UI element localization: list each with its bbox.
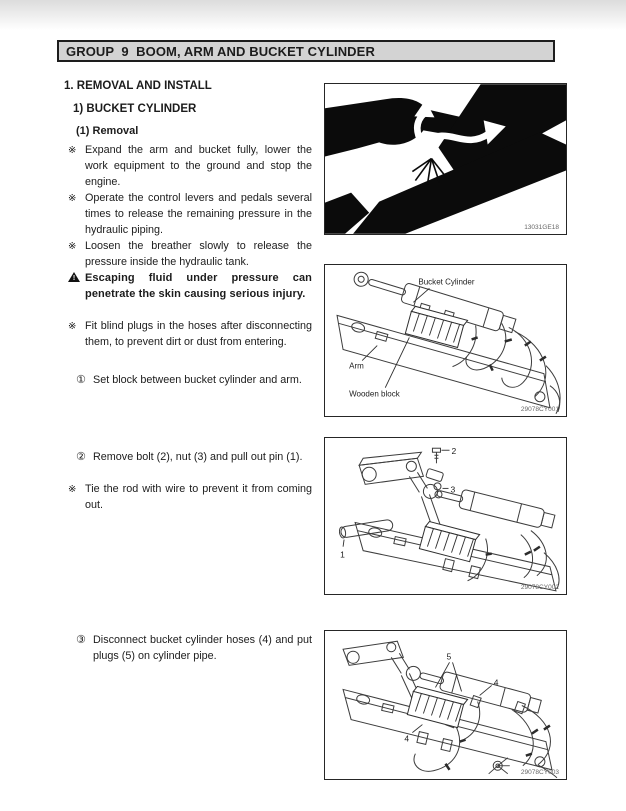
- step-text: Disconnect bucket cylinder hoses (4) and put plugs (5) on cylinder pipe.: [93, 634, 312, 662]
- note-text: Loosen the breather slowly to release the pressure inside the hydraulic tank.: [85, 240, 312, 268]
- group-header-title: GROUP 9 BOOM, ARM AND BUCKET CYLINDER: [66, 43, 375, 59]
- step-3-disconnect-hoses: [68, 632, 312, 664]
- label-arm: Arm: [349, 361, 364, 371]
- note-expand: [68, 142, 312, 190]
- callout-1-pin: 1: [340, 549, 345, 560]
- figure-code: 29078CY002: [520, 583, 559, 591]
- fig1-safety-illustration: [325, 84, 566, 234]
- step-2-remove-bolt: [68, 449, 312, 465]
- label-bucket-cylinder: Bucket Cylinder: [418, 277, 475, 287]
- step-text: Remove bolt (2), nut (3) and pull out pin (1).: [93, 451, 303, 463]
- removal-heading: (1) Removal: [76, 125, 139, 137]
- note-tie-rod: [68, 481, 312, 513]
- step-number-icon: ①: [76, 374, 86, 386]
- label-wooden-block: Wooden block: [349, 389, 400, 399]
- group-header-bar: [57, 40, 555, 62]
- note-mark-icon: ※: [68, 484, 77, 495]
- hand-silhouette-shapes: [325, 84, 566, 234]
- note-fit-plugs: [68, 318, 312, 350]
- figure-code: 29078CY003: [520, 768, 559, 776]
- fig2-illustration: [325, 265, 566, 416]
- arm-and-cylinder-linework: [339, 448, 559, 591]
- note-loosen: [68, 238, 312, 270]
- hose-bands: [446, 726, 550, 770]
- step-1-set-block: [68, 372, 312, 388]
- step-number-icon: ②: [76, 451, 86, 463]
- note-text: Tie the rod with wire to prevent it from coming out.: [85, 483, 312, 511]
- scan-edge-shadow: [0, 0, 626, 30]
- step-number-icon: ③: [76, 634, 86, 646]
- warning-triangle-icon: !: [68, 271, 80, 282]
- note-text: Fit blind plugs in the hoses after disconnecting them, to prevent dirt or dust from entering.: [85, 320, 312, 348]
- note-text: Expand the arm and bucket fully, lower the work equipment to the ground and stop the engine.: [85, 144, 312, 188]
- callout-2-bolt: 2: [451, 446, 457, 457]
- figure-escaping-fluid-warning: [324, 83, 567, 235]
- subsection-title: 1) BUCKET CYLINDER: [73, 103, 197, 115]
- section-title: 1. REMOVAL AND INSTALL: [64, 80, 212, 92]
- fig4-illustration: [325, 631, 566, 779]
- callout-3-nut: 3: [450, 484, 456, 495]
- figure-code: 13031GE18: [524, 223, 559, 231]
- note-text: Operate the control levers and pedals several times to release the remaining pressure in the hydraulic piping.: [85, 192, 312, 236]
- valve-tick-lines: [489, 758, 510, 774]
- wooden-block-shape: [407, 686, 467, 727]
- callout-4-hoses: 4: [493, 677, 499, 688]
- label-leader-lines: [362, 288, 429, 387]
- figure-disconnect-hoses: [324, 630, 567, 780]
- hose-bands: [472, 337, 546, 370]
- note-mark-icon: ※: [68, 241, 77, 252]
- note-mark-icon: ※: [68, 145, 77, 156]
- step-text: Set block between bucket cylinder and arm.: [93, 374, 302, 386]
- note-mark-icon: ※: [68, 193, 77, 204]
- warning-escaping-fluid: [68, 270, 312, 302]
- warning-text: Escaping fluid under pressure can penetrate the skin causing serious injury.: [85, 272, 312, 300]
- callout-5-plugs: 5: [446, 651, 452, 662]
- note-operate: [68, 190, 312, 238]
- figure-code: 29078CY001: [520, 405, 559, 413]
- figure-wooden-block-setup: [324, 264, 567, 417]
- wooden-block-shape: [419, 522, 479, 562]
- fig3-illustration: [325, 438, 566, 594]
- note-mark-icon: ※: [68, 321, 77, 332]
- figure-remove-pin: [324, 437, 567, 595]
- callout-4-hoses: 4: [404, 733, 410, 744]
